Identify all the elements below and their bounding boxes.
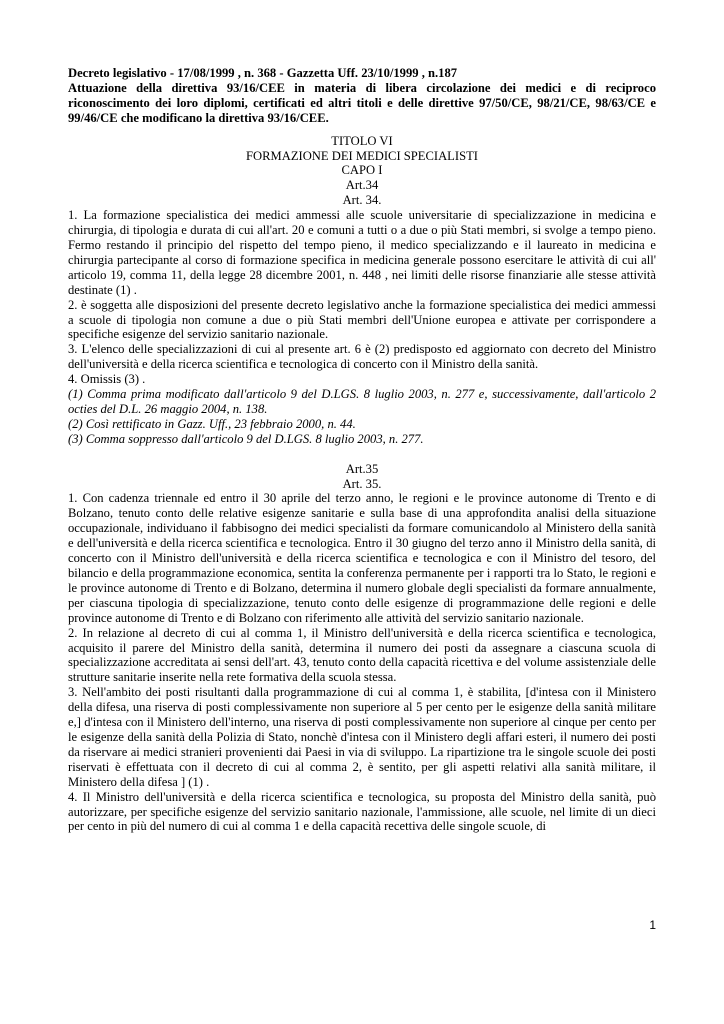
- article-34-paragraph-4: 4. Omissis (3) .: [68, 372, 146, 387]
- article-34-paragraph-1: 1. La formazione specialistica dei medici ammessi alle scuole universitarie di specializzazione in medicina e chirurgia, di tipologia e durata di cui all'art. 20 e comuni a tutti o a due o più Stati membri, si svolge a tempo pieno. Fermo restando il principio del rispetto del tempo pieno, il medico specializzando e il laureato in medicina e chirurgia partecipante al corso di formazione specifica in medicina generale possono esercitare le attività di cui all' articolo 19, comma 11, della legge 28 dicembre 2001, n. 448 , nei limiti delle risorse finanziarie alle stesse attività destinate (1) .: [68, 208, 656, 297]
- title-heading: TITOLO VI: [331, 133, 393, 148]
- article-heading: Art. 34.: [342, 193, 382, 208]
- article-34-paragraph-3: 3. L'elenco delle specializzazioni di cui al presente art. 6 è (2) predisposto ed aggiornato con decreto del Ministro dell'università e della ricerca scientifica e tecnologica di concerto con il Ministro della sanità.: [68, 342, 656, 372]
- article-35-paragraph-3: 3. Nell'ambito dei posti risultanti dalla programmazione di cui al comma 1, è stabilita, [d'intesa con il Ministero della difesa, una riserva di posti complessivamente non superiore al 5 per cento per le esigenze della sanità militare e,] d'intesa con il Ministero dell'interno, una riserva di posti complessivamente non superiore al cinque per cento per le esigenze della sanità della Polizia di Stato, nonchè d'intesa con il Ministero degli affari esteri, il numero dei posti da riservare ai medici stranieri provenienti dai Paesi in via di sviluppo. La ripartizione tra le singole scuole dei posti riservati è effettuata con il decreto di cui al comma 2, è sentito, per gli aspetti relativi alla sanità militare, il Ministero della difesa ] (1) .: [68, 685, 656, 789]
- article-heading: Art. 35.: [342, 476, 382, 491]
- article-34-note-2: (2) Così rettificato in Gazz. Uff., 23 febbraio 2000, n. 44.: [68, 416, 356, 431]
- chapter-heading: CAPO I: [341, 163, 383, 178]
- page-number: 1: [649, 918, 656, 932]
- decree-title: Attuazione della direttiva 93/16/CEE in materia di libera circolazione dei medici e di reciproco riconoscimento dei loro diplomi, certificati ed altri titoli e delle direttive 97/50/CE, 98/21/CE, 98/63/CE e 99/46/CE che modificano la direttiva 93/16/CEE.: [68, 80, 656, 125]
- article-34-note-1: (1) Comma prima modificato dall'articolo 9 del D.LGS. 8 luglio 2003, n. 277 e, successivamente, dall'articolo 2 octies del D.L. 26 maggio 2004, n. 138.: [68, 387, 656, 416]
- title-subheading: FORMAZIONE DEI MEDICI SPECIALISTI: [246, 148, 478, 163]
- article-34-paragraph-2: 2. è soggetta alle disposizioni del presente decreto legislativo anche la formazione specialistica dei medici ammessi a scuole di tipologia non comune a due o più Stati membri dell'Unione europea e attivate per corrispondere a specifiche esigenze del servizio sanitario nazionale.: [68, 297, 656, 342]
- article-34-note-3: (3) Comma soppresso dall'articolo 9 del D.LGS. 8 luglio 2003, n. 277.: [68, 431, 424, 446]
- decree-reference: Decreto legislativo - 17/08/1999 , n. 368 - Gazzetta Uff. 23/10/1999 , n.187: [68, 66, 458, 80]
- article-label: Art.34: [345, 178, 379, 193]
- article-35-paragraph-2: 2. In relazione al decreto di cui al comma 1, il Ministro dell'università e della ricerca scientifica e tecnologica, acquisito il parere del Ministro della sanità, determina il numero dei posti da assegnare a ciascuna scuola di specializzazione accreditata ai sensi dell'art. 43, tenuto conto della capacità ricettiva e del volume assistenziale delle strutture sanitarie inserite nella rete formativa della scuola stessa.: [68, 625, 656, 685]
- spacer: [68, 447, 656, 462]
- article-35-paragraph-4: 4. Il Ministro dell'università e della ricerca scientifica e tecnologica, su proposta del Ministro della sanità, può autorizzare, per specifiche esigenze del servizio sanitario nazionale, l'ammissione, alle scuole, nel limite di un dieci per cento in più del numero di cui al comma 1 e della capacità recettiva delle singole scuole, di: [68, 789, 656, 834]
- article-label: Art.35: [345, 461, 379, 476]
- article-35-paragraph-1: 1. Con cadenza triennale ed entro il 30 aprile del terzo anno, le regioni e le province autonome di Trento e di Bolzano, tenuto conto delle relative esigenze sanitarie e sulla base di una approfondita analisi della situazione occupazionale, individuano il fabbisogno dei medici specialisti da formare comunicandolo al Ministero della sanità e dell'università e della ricerca scientifica e tecnologica. Entro il 30 giugno del terzo anno il Ministro della sanità, di concerto con il Ministro dell'università e della ricerca scientifica e tecnologica e con il Ministro del tesoro, del bilancio e della programmazione economica, sentita la conferenza permanente per i rapporti tra lo Stato, le regioni e le province autonome di Trento e di Bolzano, determina il numero globale degli specialisti da formare annualmente, per ciascuna tipologia di specializzazione, tenuto conto delle esigenze di programmazione delle regioni e delle province autonome di Trento e di Bolzano con riferimento alle attività del servizio sanitario nazionale.: [68, 491, 656, 625]
- spacer: [68, 126, 656, 134]
- document-body: [68, 66, 656, 834]
